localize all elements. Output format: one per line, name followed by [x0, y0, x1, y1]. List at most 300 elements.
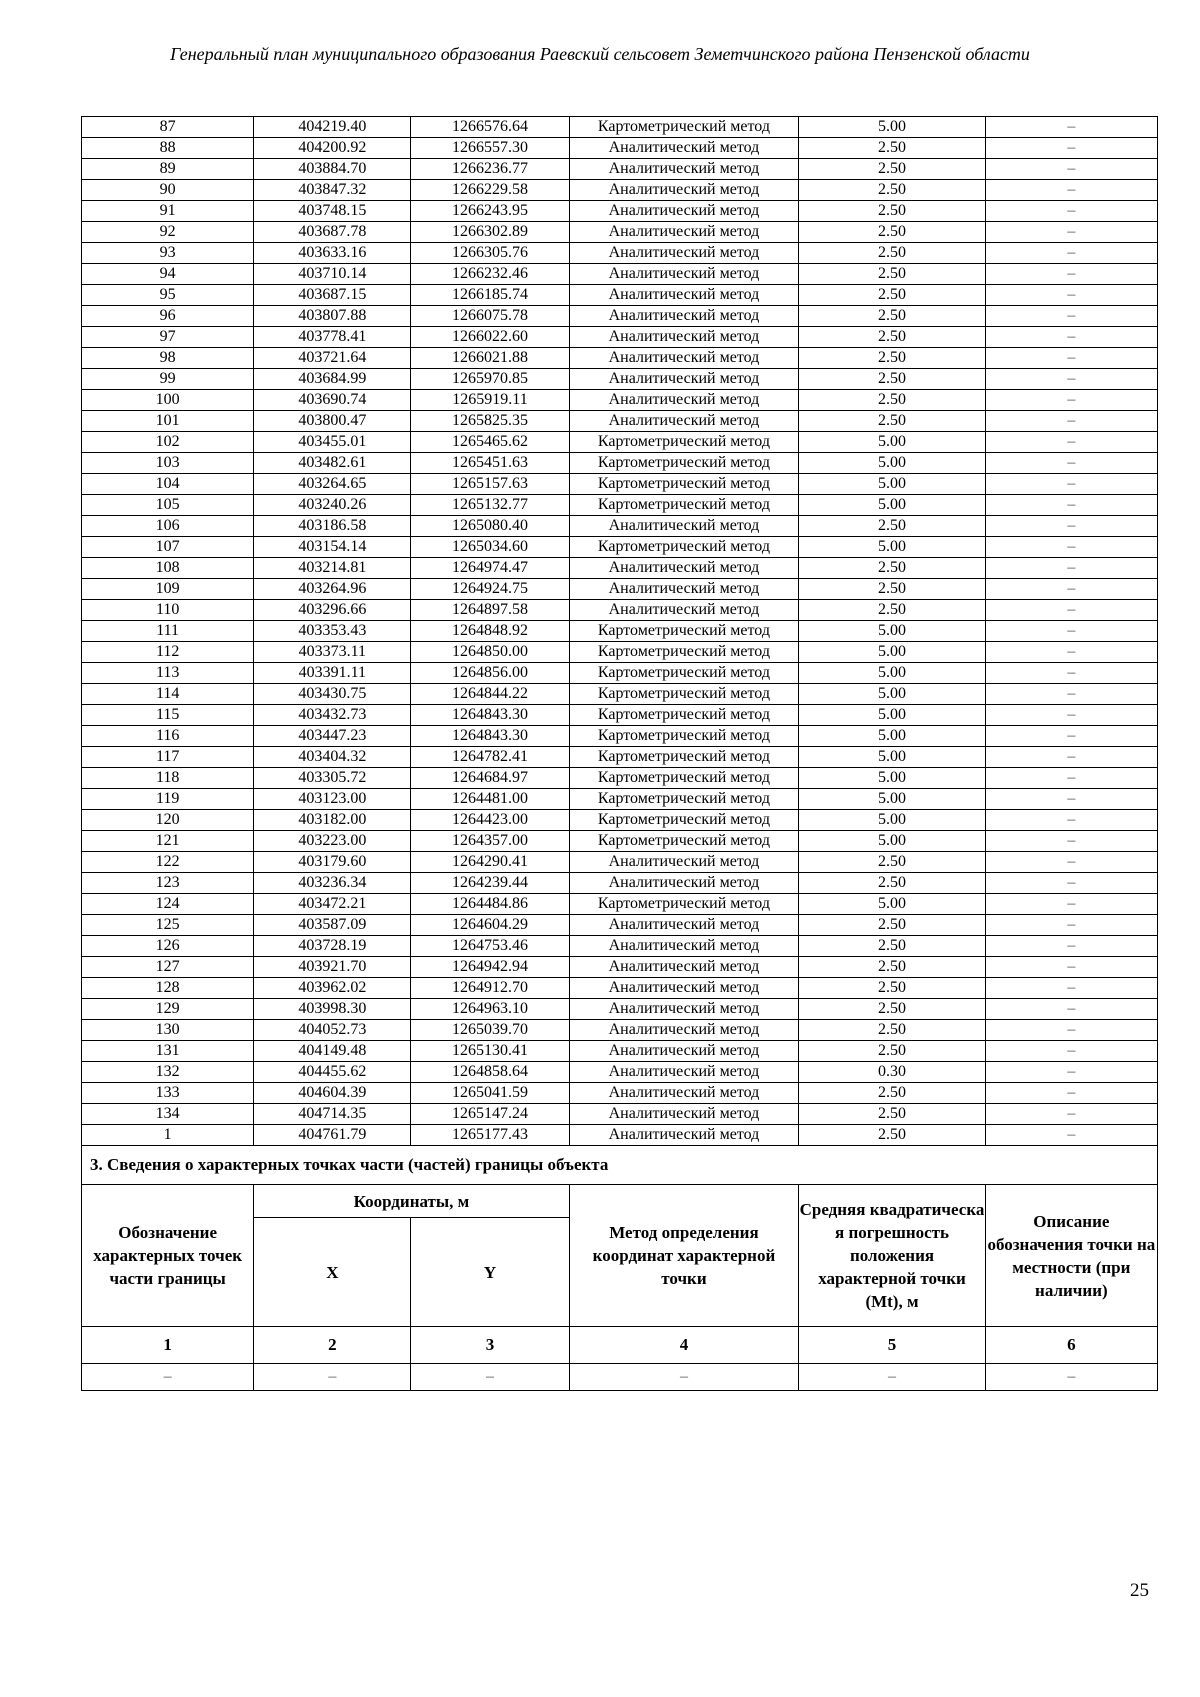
- table-cell: 112: [82, 642, 254, 663]
- table-cell: 403404.32: [254, 747, 411, 768]
- table-cell: 2.50: [799, 243, 985, 264]
- table-cell: 403684.99: [254, 369, 411, 390]
- table-cell: Картометрический метод: [569, 537, 799, 558]
- table-cell: Картометрический метод: [569, 621, 799, 642]
- table-cell: 403721.64: [254, 348, 411, 369]
- table-cell: 2.50: [799, 201, 985, 222]
- table-cell: 1264848.92: [411, 621, 569, 642]
- table-cell: 404714.35: [254, 1104, 411, 1125]
- table-cell: Аналитический метод: [569, 852, 799, 873]
- table-cell: 0.30: [799, 1062, 985, 1083]
- table-cell: 107: [82, 537, 254, 558]
- empty-data-row: [82, 1364, 1158, 1391]
- table-cell: –: [985, 117, 1157, 138]
- table-cell: 2.50: [799, 348, 985, 369]
- table-cell: 91: [82, 201, 254, 222]
- table-cell: 5.00: [799, 789, 985, 810]
- table-cell: 2.50: [799, 369, 985, 390]
- table-cell: 132: [82, 1062, 254, 1083]
- table-cell: –: [985, 264, 1157, 285]
- table-cell: 1264974.47: [411, 558, 569, 579]
- table-cell: 403305.72: [254, 768, 411, 789]
- table-cell: 2.50: [799, 306, 985, 327]
- table-cell: –: [985, 810, 1157, 831]
- section3-block: [82, 1146, 1158, 1391]
- table-cell: Аналитический метод: [569, 579, 799, 600]
- table-cell: 5.00: [799, 768, 985, 789]
- table-cell: Аналитический метод: [569, 1125, 799, 1146]
- table-cell: 2.50: [799, 558, 985, 579]
- table-cell: –: [82, 1364, 254, 1391]
- table-body: [82, 117, 1158, 1146]
- table-cell: –: [985, 348, 1157, 369]
- table-cell: 108: [82, 558, 254, 579]
- column-number: 4: [569, 1327, 799, 1364]
- table-cell: 130: [82, 1020, 254, 1041]
- table-row: [82, 768, 1158, 789]
- table-row: [82, 201, 1158, 222]
- table-cell: 1266302.89: [411, 222, 569, 243]
- table-cell: 109: [82, 579, 254, 600]
- table-cell: –: [985, 369, 1157, 390]
- table-row: [82, 432, 1158, 453]
- table-cell: 113: [82, 663, 254, 684]
- table-cell: Аналитический метод: [569, 1062, 799, 1083]
- table-cell: 2.50: [799, 999, 985, 1020]
- table-cell: Аналитический метод: [569, 138, 799, 159]
- table-cell: 403391.11: [254, 663, 411, 684]
- table-cell: –: [985, 873, 1157, 894]
- table-row: [82, 915, 1158, 936]
- table-row: [82, 600, 1158, 621]
- table-cell: 403728.19: [254, 936, 411, 957]
- table-cell: 133: [82, 1083, 254, 1104]
- table-cell: Картометрический метод: [569, 894, 799, 915]
- table-row: [82, 474, 1158, 495]
- table-cell: 96: [82, 306, 254, 327]
- table-cell: 403748.15: [254, 201, 411, 222]
- table-cell: Аналитический метод: [569, 390, 799, 411]
- table-cell: –: [985, 915, 1157, 936]
- table-cell: 1266022.60: [411, 327, 569, 348]
- table-cell: 92: [82, 222, 254, 243]
- table-row: [82, 831, 1158, 852]
- table-cell: –: [985, 1104, 1157, 1125]
- table-cell: 2.50: [799, 390, 985, 411]
- table-cell: –: [799, 1364, 985, 1391]
- table-cell: –: [985, 747, 1157, 768]
- table-cell: 403847.32: [254, 180, 411, 201]
- table-cell: 403353.43: [254, 621, 411, 642]
- table-cell: 124: [82, 894, 254, 915]
- table-cell: Картометрический метод: [569, 705, 799, 726]
- table-cell: Картометрический метод: [569, 747, 799, 768]
- table-cell: 1265132.77: [411, 495, 569, 516]
- table-cell: Аналитический метод: [569, 915, 799, 936]
- table-cell: Аналитический метод: [569, 1041, 799, 1062]
- column-number: 5: [799, 1327, 985, 1364]
- table-cell: Аналитический метод: [569, 516, 799, 537]
- table-cell: 121: [82, 831, 254, 852]
- table-cell: 5.00: [799, 726, 985, 747]
- table-cell: 2.50: [799, 873, 985, 894]
- document-header: Генеральный план муниципального образования Раевский сельсовет Земетчинского района Пензенской области: [170, 44, 1030, 64]
- table-cell: –: [985, 222, 1157, 243]
- table-cell: Аналитический метод: [569, 369, 799, 390]
- table-cell: 95: [82, 285, 254, 306]
- column-number: 3: [411, 1327, 569, 1364]
- table-cell: –: [985, 411, 1157, 432]
- table-cell: Аналитический метод: [569, 222, 799, 243]
- table-cell: 403179.60: [254, 852, 411, 873]
- table-cell: 1265970.85: [411, 369, 569, 390]
- table-cell: –: [985, 768, 1157, 789]
- table-cell: 1266305.76: [411, 243, 569, 264]
- table-row: [82, 1125, 1158, 1146]
- table-cell: Аналитический метод: [569, 957, 799, 978]
- table-cell: 94: [82, 264, 254, 285]
- table-row: [82, 1083, 1158, 1104]
- table-cell: Картометрический метод: [569, 663, 799, 684]
- table-cell: 122: [82, 852, 254, 873]
- table-row: [82, 747, 1158, 768]
- table-cell: 403472.21: [254, 894, 411, 915]
- table-cell: 1264844.22: [411, 684, 569, 705]
- table-cell: –: [985, 663, 1157, 684]
- table-cell: 123: [82, 873, 254, 894]
- table-cell: 125: [82, 915, 254, 936]
- table-cell: 404761.79: [254, 1125, 411, 1146]
- table-row: [82, 1062, 1158, 1083]
- table-row: [82, 621, 1158, 642]
- table-cell: 1266557.30: [411, 138, 569, 159]
- table-cell: Аналитический метод: [569, 348, 799, 369]
- table-row: [82, 978, 1158, 999]
- table-cell: 2.50: [799, 852, 985, 873]
- table-cell: 5.00: [799, 453, 985, 474]
- header-description: Описание обозначения точки на местности (при наличии): [985, 1185, 1157, 1327]
- table-cell: 2.50: [799, 1125, 985, 1146]
- table-cell: 1264924.75: [411, 579, 569, 600]
- table-cell: 403633.16: [254, 243, 411, 264]
- boundary-points-table: [81, 116, 1158, 1391]
- table-cell: –: [985, 1062, 1157, 1083]
- table-cell: 403921.70: [254, 957, 411, 978]
- table-cell: –: [985, 936, 1157, 957]
- table-cell: Картометрический метод: [569, 789, 799, 810]
- table-row: [82, 726, 1158, 747]
- table-cell: 2.50: [799, 138, 985, 159]
- table-cell: Аналитический метод: [569, 180, 799, 201]
- table-row: [82, 957, 1158, 978]
- table-cell: –: [411, 1364, 569, 1391]
- table-row: [82, 999, 1158, 1020]
- table-cell: Аналитический метод: [569, 1104, 799, 1125]
- table-cell: Картометрический метод: [569, 432, 799, 453]
- table-cell: 1265177.43: [411, 1125, 569, 1146]
- table-cell: 403373.11: [254, 642, 411, 663]
- header-method: Метод определения координат характерной точки: [569, 1185, 799, 1327]
- table-cell: Картометрический метод: [569, 117, 799, 138]
- table-cell: 1265147.24: [411, 1104, 569, 1125]
- table-cell: 1264782.41: [411, 747, 569, 768]
- table-cell: 1266236.77: [411, 159, 569, 180]
- table-cell: 1265465.62: [411, 432, 569, 453]
- table-cell: 403223.00: [254, 831, 411, 852]
- table-cell: 404149.48: [254, 1041, 411, 1062]
- table-cell: 1266243.95: [411, 201, 569, 222]
- column-number: 6: [985, 1327, 1157, 1364]
- table-row: [82, 894, 1158, 915]
- table-cell: 2.50: [799, 915, 985, 936]
- table-cell: –: [985, 600, 1157, 621]
- column-number: 2: [254, 1327, 411, 1364]
- table-cell: –: [569, 1364, 799, 1391]
- table-cell: 104: [82, 474, 254, 495]
- table-cell: 403430.75: [254, 684, 411, 705]
- table-cell: Картометрический метод: [569, 684, 799, 705]
- table-cell: –: [985, 684, 1157, 705]
- table-cell: –: [985, 495, 1157, 516]
- table-cell: –: [985, 852, 1157, 873]
- table-cell: 1266075.78: [411, 306, 569, 327]
- table-cell: 403778.41: [254, 327, 411, 348]
- table-cell: Картометрический метод: [569, 474, 799, 495]
- table-cell: 2.50: [799, 1083, 985, 1104]
- table-cell: 1264843.30: [411, 726, 569, 747]
- section3-header-row-1: [82, 1185, 1158, 1218]
- table-row: [82, 285, 1158, 306]
- table-cell: 89: [82, 159, 254, 180]
- table-row: [82, 222, 1158, 243]
- table-cell: 99: [82, 369, 254, 390]
- table-cell: 93: [82, 243, 254, 264]
- table-cell: 403884.70: [254, 159, 411, 180]
- table-cell: 117: [82, 747, 254, 768]
- table-cell: 404455.62: [254, 1062, 411, 1083]
- table-cell: 1264684.97: [411, 768, 569, 789]
- table-cell: 127: [82, 957, 254, 978]
- table-cell: 134: [82, 1104, 254, 1125]
- table-cell: Аналитический метод: [569, 243, 799, 264]
- table-cell: 1265130.41: [411, 1041, 569, 1062]
- table-cell: Аналитический метод: [569, 1083, 799, 1104]
- table-cell: 404604.39: [254, 1083, 411, 1104]
- table-cell: 5.00: [799, 831, 985, 852]
- table-cell: 403236.34: [254, 873, 411, 894]
- table-cell: 403687.78: [254, 222, 411, 243]
- table-cell: Картометрический метод: [569, 768, 799, 789]
- table-cell: 5.00: [799, 537, 985, 558]
- header-designation: Обозначение характерных точек части границы: [82, 1185, 254, 1327]
- table-cell: –: [985, 999, 1157, 1020]
- table-cell: 403482.61: [254, 453, 411, 474]
- table-cell: –: [985, 390, 1157, 411]
- table-cell: 2.50: [799, 411, 985, 432]
- table-row: [82, 180, 1158, 201]
- table-cell: 120: [82, 810, 254, 831]
- table-cell: 1264963.10: [411, 999, 569, 1020]
- table-cell: –: [254, 1364, 411, 1391]
- table-cell: 403123.00: [254, 789, 411, 810]
- table-cell: 2.50: [799, 264, 985, 285]
- table-cell: 5.00: [799, 474, 985, 495]
- table-cell: Аналитический метод: [569, 873, 799, 894]
- table-cell: 126: [82, 936, 254, 957]
- table-cell: 5.00: [799, 663, 985, 684]
- table-cell: 404219.40: [254, 117, 411, 138]
- table-cell: –: [985, 537, 1157, 558]
- table-cell: 111: [82, 621, 254, 642]
- section3-title-row: [82, 1146, 1158, 1185]
- table-cell: –: [985, 642, 1157, 663]
- table-cell: 404052.73: [254, 1020, 411, 1041]
- table-cell: 5.00: [799, 684, 985, 705]
- table-cell: 97: [82, 327, 254, 348]
- table-cell: 1266185.74: [411, 285, 569, 306]
- table-cell: 403432.73: [254, 705, 411, 726]
- table-cell: Аналитический метод: [569, 306, 799, 327]
- table-row: [82, 117, 1158, 138]
- table-cell: 1266229.58: [411, 180, 569, 201]
- table-cell: –: [985, 474, 1157, 495]
- table-cell: –: [985, 831, 1157, 852]
- table-row: [82, 642, 1158, 663]
- table-cell: 403998.30: [254, 999, 411, 1020]
- table-cell: –: [985, 432, 1157, 453]
- column-number: 1: [82, 1327, 254, 1364]
- table-cell: 1265041.59: [411, 1083, 569, 1104]
- table-cell: –: [985, 978, 1157, 999]
- table-cell: 2.50: [799, 600, 985, 621]
- table-cell: 1264423.00: [411, 810, 569, 831]
- table-cell: 1266232.46: [411, 264, 569, 285]
- table-cell: 100: [82, 390, 254, 411]
- table-cell: Картометрический метод: [569, 642, 799, 663]
- table-cell: 1264843.30: [411, 705, 569, 726]
- table-cell: Аналитический метод: [569, 201, 799, 222]
- table-cell: 5.00: [799, 495, 985, 516]
- table-cell: –: [985, 1041, 1157, 1062]
- table-cell: 2.50: [799, 516, 985, 537]
- table-cell: Аналитический метод: [569, 264, 799, 285]
- table-cell: 5.00: [799, 810, 985, 831]
- table-cell: 98: [82, 348, 254, 369]
- table-cell: 110: [82, 600, 254, 621]
- table-cell: 5.00: [799, 432, 985, 453]
- table-cell: –: [985, 621, 1157, 642]
- table-cell: –: [985, 306, 1157, 327]
- table-cell: –: [985, 1125, 1157, 1146]
- table-row: [82, 138, 1158, 159]
- table-row: [82, 495, 1158, 516]
- table-cell: Аналитический метод: [569, 978, 799, 999]
- table-cell: Картометрический метод: [569, 453, 799, 474]
- table-cell: 1264912.70: [411, 978, 569, 999]
- table-cell: 403687.15: [254, 285, 411, 306]
- table-cell: 2.50: [799, 579, 985, 600]
- table-cell: –: [985, 138, 1157, 159]
- table-cell: 2.50: [799, 1041, 985, 1062]
- table-cell: –: [985, 453, 1157, 474]
- table-cell: 5.00: [799, 705, 985, 726]
- table-cell: 403690.74: [254, 390, 411, 411]
- header-coordinates: Координаты, м: [254, 1185, 569, 1218]
- section3-title: 3. Сведения о характерных точках части (частей) границы объекта: [82, 1146, 1158, 1185]
- table-cell: 403296.66: [254, 600, 411, 621]
- table-cell: 1264357.00: [411, 831, 569, 852]
- table-cell: 5.00: [799, 117, 985, 138]
- table-cell: Картометрический метод: [569, 810, 799, 831]
- table-cell: 1265080.40: [411, 516, 569, 537]
- table-cell: Аналитический метод: [569, 558, 799, 579]
- table-cell: 2.50: [799, 222, 985, 243]
- table-cell: 87: [82, 117, 254, 138]
- table-cell: –: [985, 243, 1157, 264]
- table-cell: 1265157.63: [411, 474, 569, 495]
- table-cell: –: [985, 180, 1157, 201]
- table-row: [82, 873, 1158, 894]
- table-cell: 403962.02: [254, 978, 411, 999]
- table-cell: 128: [82, 978, 254, 999]
- table-row: [82, 264, 1158, 285]
- table-cell: 2.50: [799, 978, 985, 999]
- table-cell: 116: [82, 726, 254, 747]
- table-row: [82, 1104, 1158, 1125]
- table-cell: 1264484.86: [411, 894, 569, 915]
- table-cell: 1265039.70: [411, 1020, 569, 1041]
- table-cell: 105: [82, 495, 254, 516]
- table-cell: 131: [82, 1041, 254, 1062]
- table-cell: 2.50: [799, 327, 985, 348]
- table-cell: 119: [82, 789, 254, 810]
- table-cell: 1264604.29: [411, 915, 569, 936]
- table-cell: 102: [82, 432, 254, 453]
- table-row: [82, 663, 1158, 684]
- table-cell: 5.00: [799, 642, 985, 663]
- header-x: X: [254, 1218, 411, 1327]
- table-cell: 1265034.60: [411, 537, 569, 558]
- table-row: [82, 810, 1158, 831]
- table-cell: 403240.26: [254, 495, 411, 516]
- table-cell: –: [985, 1083, 1157, 1104]
- table-row: [82, 684, 1158, 705]
- table-cell: 1266576.64: [411, 117, 569, 138]
- table-cell: –: [985, 327, 1157, 348]
- header-y: Y: [411, 1218, 569, 1327]
- table-cell: 101: [82, 411, 254, 432]
- page-number: 25: [1130, 1580, 1149, 1601]
- table-cell: 1264239.44: [411, 873, 569, 894]
- table-row: [82, 306, 1158, 327]
- table-cell: –: [985, 579, 1157, 600]
- table-cell: 1266021.88: [411, 348, 569, 369]
- table-cell: 1264290.41: [411, 852, 569, 873]
- table-cell: 403587.09: [254, 915, 411, 936]
- table-row: [82, 558, 1158, 579]
- table-cell: 403214.81: [254, 558, 411, 579]
- table-cell: 403264.65: [254, 474, 411, 495]
- table-cell: –: [985, 558, 1157, 579]
- table-row: [82, 516, 1158, 537]
- table-row: [82, 159, 1158, 180]
- table-cell: –: [985, 705, 1157, 726]
- table-cell: –: [985, 957, 1157, 978]
- table-cell: 88: [82, 138, 254, 159]
- table-cell: Аналитический метод: [569, 159, 799, 180]
- column-number-row: [82, 1327, 1158, 1364]
- table-cell: 1265451.63: [411, 453, 569, 474]
